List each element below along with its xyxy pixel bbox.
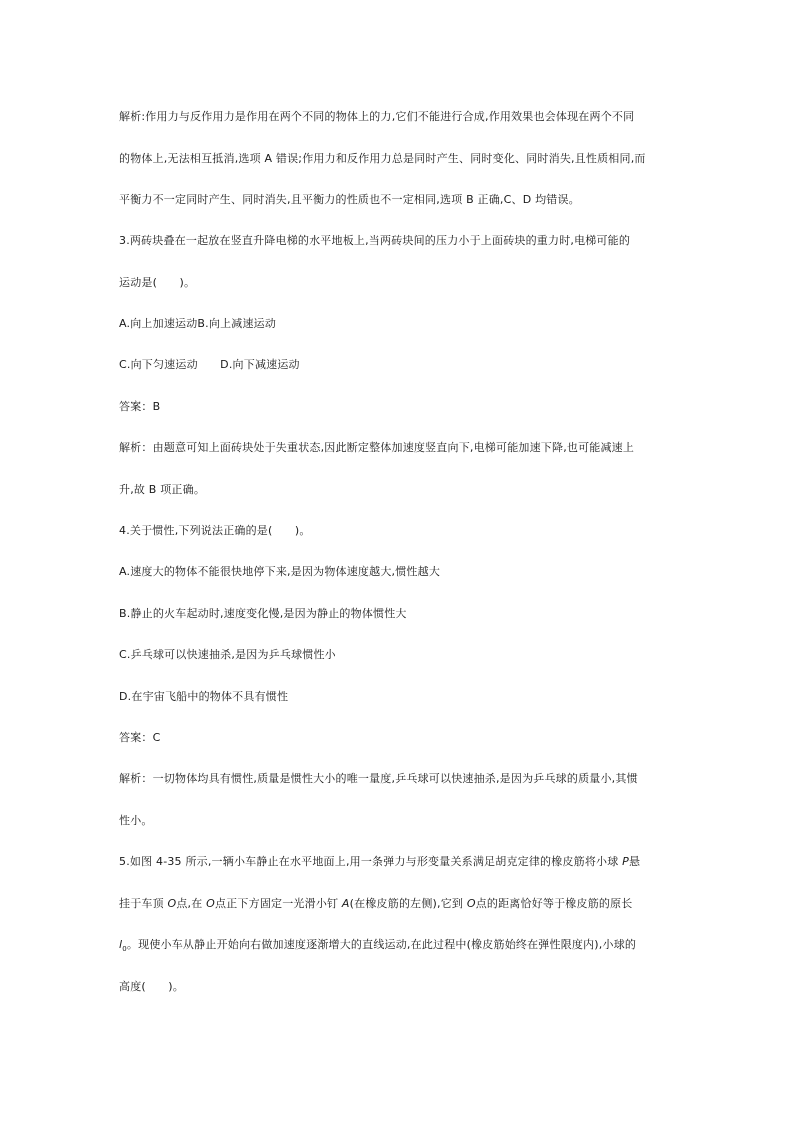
text-line: 平衡力不一定同时产生、同时消失,且平衡力的性质也不一定相同,选项 B 正确,C、D 均错误。 [119,193,580,206]
text-fragment: 悬 [628,855,641,868]
text-line: 的物体上,无法相互抵消,选项 A 错误;作用力和反作用力总是同时产生、同时变化、同时消失,且性质相同,而 [119,152,646,165]
option-line: A.向上加速运动B.向上减速运动 [119,317,277,330]
variable: O [466,897,476,910]
text-line [119,938,679,956]
variable: P [622,855,629,868]
variable: l [119,938,123,951]
question-4-stem: 4.关于惯性,下列说法正确的是( )。 [119,524,311,537]
text-line: 运动是( )。 [119,276,196,289]
option-line: A.速度大的物体不能很快地停下来,是因为物体速度越大,惯性越大 [119,565,441,578]
text-line: 高度( )。 [119,980,184,993]
text-fragment: 。现使小车从静止开始向右做加速度逐渐增大的直线运动,在此过程中(橡皮筋始终在弹性限度内),小球的 [126,938,637,951]
text-fragment: 点正下方固定一光滑小钉 [215,897,342,910]
subscript: 0 [122,945,127,954]
answer-line: 答案：C [119,731,161,744]
explanation-line: 解析：一切物体均具有惯性,质量是惯性大小的唯一量度,乒乓球可以快速抽杀,是因为乒乓球的质量小,其惯 [119,772,638,785]
answer-line: 答案：B [119,400,161,413]
text-line: 性小。 [119,814,153,827]
text-fragment: 挂于车顶 [119,897,168,910]
text-line: 升,故 B 项正确。 [119,483,206,496]
option-line: C.乒乓球可以快速抽杀,是因为乒乓球惯性小 [119,648,336,661]
text-fragment: 5.如图 4-35 所示,一辆小车静止在水平地面上,用一条弹力与形变量关系满足胡克定律的橡皮筋将小球 [119,855,623,868]
text-fragment: (在橡皮筋的左侧),它到 [349,897,467,910]
option-line: B.静止的火车起动时,速度变化慢,是因为静止的物体惯性大 [119,607,407,620]
question-5-stem [119,855,679,869]
option-line: C.向下匀速运动 D.向下减速运动 [119,358,300,371]
text-fragment: 点的距离恰好等于橡皮筋的原长 [475,897,633,910]
text-fragment: 点,在 [176,897,207,910]
text-line: 解析:作用力与反作用力是作用在两个不同的物体上的力,它们不能进行合成,作用效果也会体现在两个不同 [119,110,635,123]
variable: O [206,897,216,910]
explanation-line: 解析：由题意可知上面砖块处于失重状态,因此断定整体加速度竖直向下,电梯可能加速下降,也可能减速上 [119,441,635,454]
variable: O [167,897,177,910]
question-3-stem: 3.两砖块叠在一起放在竖直升降电梯的水平地板上,当两砖块间的压力小于上面砖块的重力时,电梯可能的 [119,234,631,247]
option-line: D.在宇宙飞船中的物体不具有惯性 [119,690,289,703]
variable: A [341,897,350,910]
text-line [119,897,679,911]
